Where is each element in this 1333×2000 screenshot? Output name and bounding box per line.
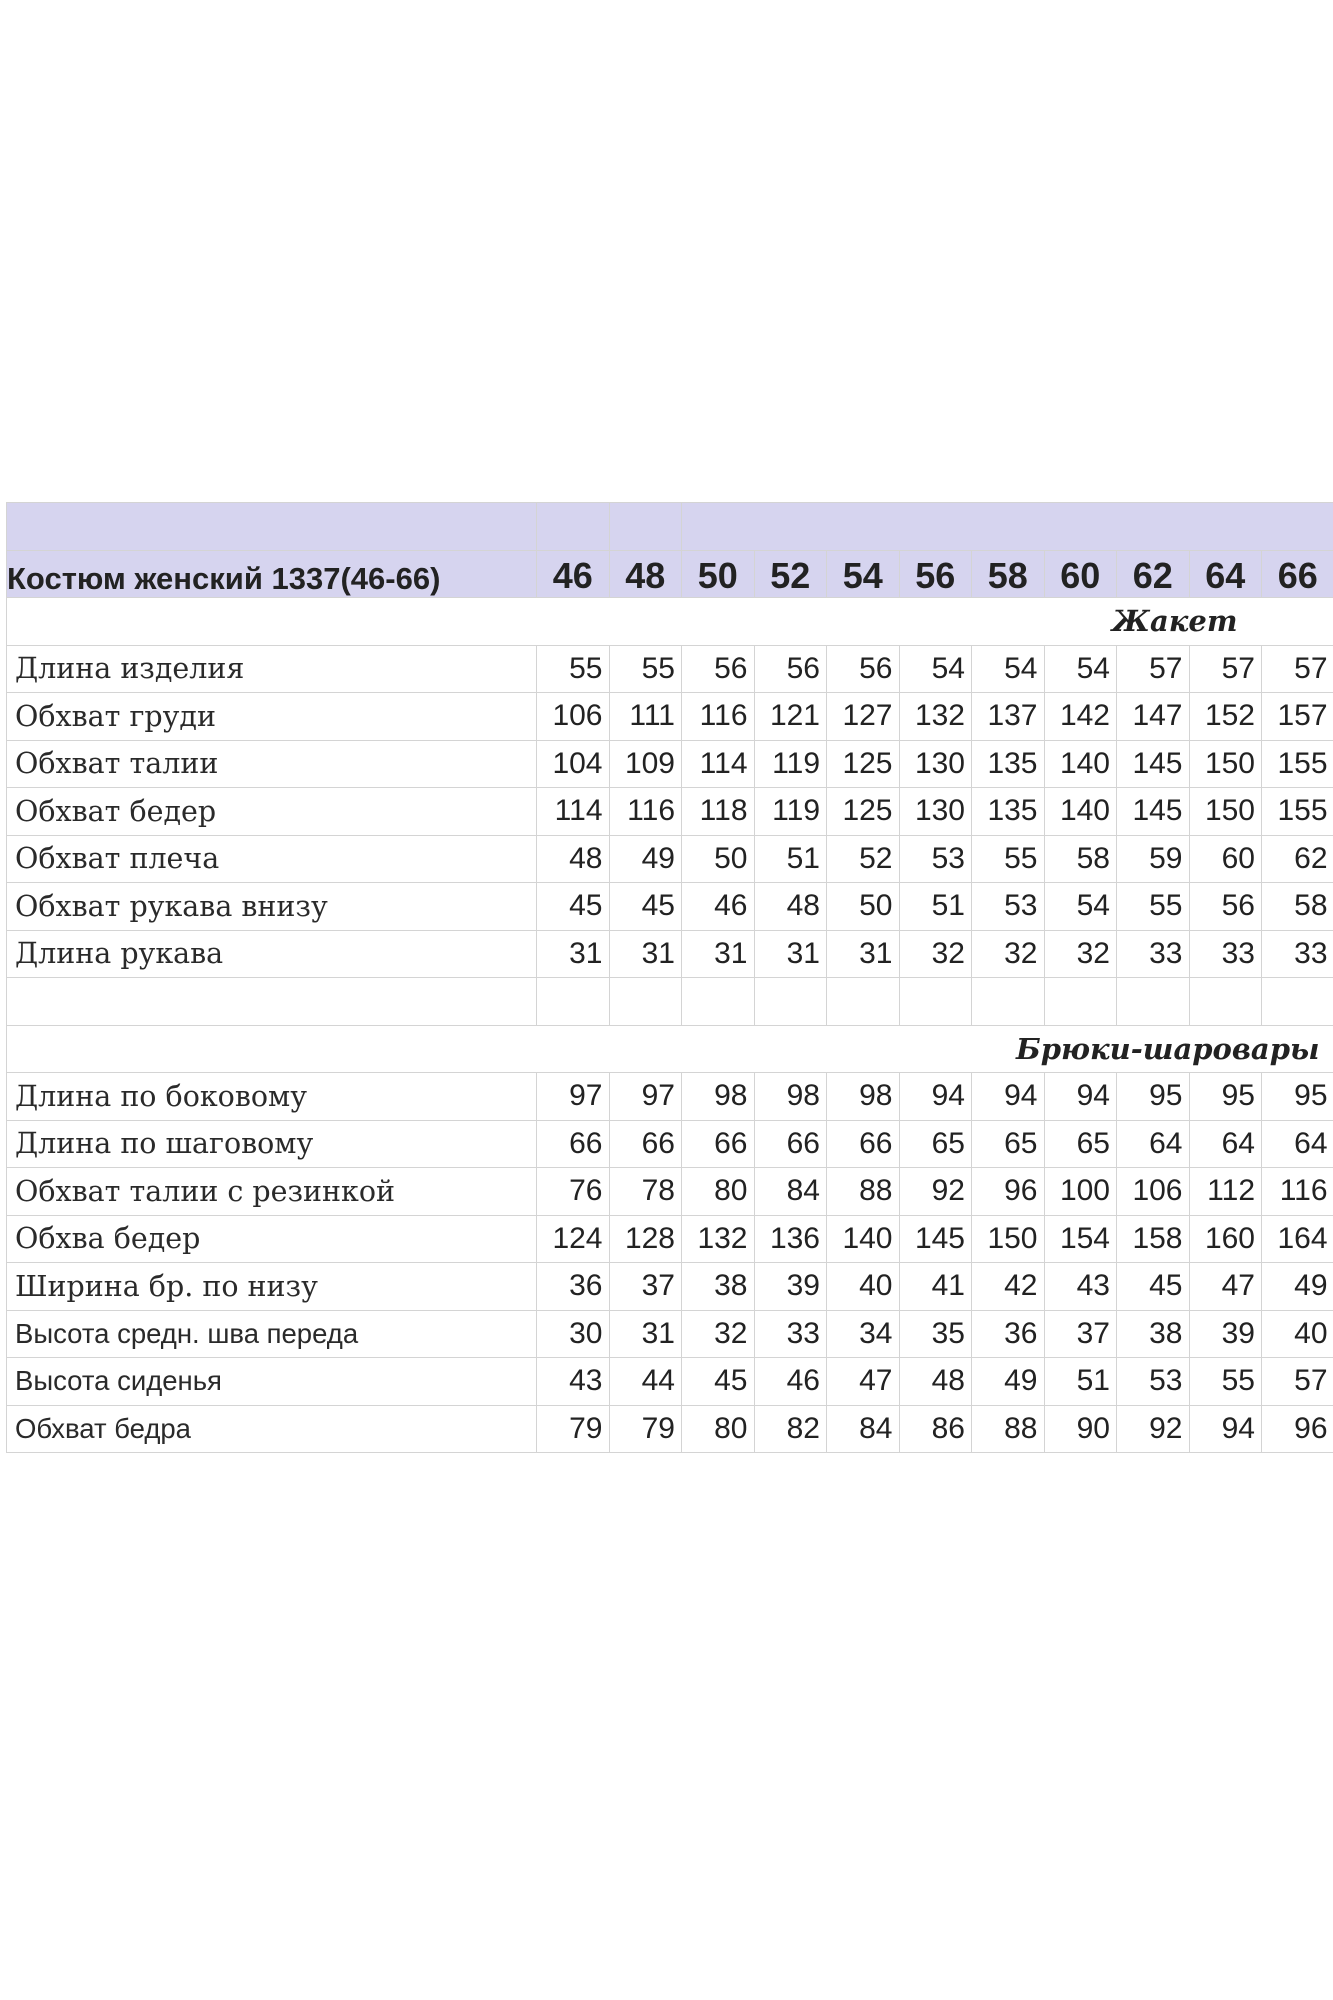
empty-cell — [7, 978, 537, 1026]
measurement-cell: 145 — [899, 1215, 972, 1263]
size-header-cell: 52 — [754, 550, 827, 598]
measurement-cell: 47 — [827, 1358, 900, 1406]
measurement-cell: 38 — [1117, 1310, 1190, 1358]
measurement-cell: 116 — [682, 693, 755, 741]
measurement-cell: 40 — [1262, 1310, 1333, 1358]
measurement-cell: 65 — [899, 1120, 972, 1168]
empty-cell — [972, 978, 1045, 1026]
measurement-cell: 97 — [537, 1073, 610, 1121]
measurement-cell: 36 — [537, 1263, 610, 1311]
measurement-cell: 140 — [827, 1215, 900, 1263]
measurement-cell: 92 — [1117, 1405, 1190, 1453]
measurement-cell: 118 — [682, 788, 755, 836]
measurement-cell: 65 — [1044, 1120, 1117, 1168]
measurement-cell: 57 — [1262, 645, 1333, 693]
header-spacer-row — [7, 503, 1333, 551]
measurement-cell: 31 — [754, 930, 827, 978]
measurement-cell: 57 — [1262, 1358, 1333, 1406]
measurement-cell: 135 — [972, 740, 1045, 788]
measurement-cell: 119 — [754, 788, 827, 836]
measurement-cell: 127 — [827, 693, 900, 741]
measurement-cell: 95 — [1262, 1073, 1333, 1121]
empty-cell — [1044, 978, 1117, 1026]
measurement-cell: 109 — [609, 740, 682, 788]
measurement-cell: 48 — [537, 835, 610, 883]
measurement-cell: 31 — [682, 930, 755, 978]
measurement-cell: 66 — [537, 1120, 610, 1168]
measurement-cell: 31 — [827, 930, 900, 978]
section-header-row — [7, 1025, 1333, 1073]
measurement-cell: 45 — [1117, 1263, 1190, 1311]
measurement-cell: 55 — [1117, 883, 1190, 931]
measurement-cell: 53 — [972, 883, 1045, 931]
measurement-cell: 60 — [1189, 835, 1262, 883]
measurement-cell: 98 — [827, 1073, 900, 1121]
measurement-cell: 150 — [1189, 740, 1262, 788]
table-row — [7, 1073, 1333, 1121]
empty-cell — [609, 978, 682, 1026]
empty-cell — [537, 978, 610, 1026]
measurement-cell: 84 — [827, 1405, 900, 1453]
empty-cell — [1262, 978, 1333, 1026]
measurement-cell: 121 — [754, 693, 827, 741]
measurement-cell: 95 — [1189, 1073, 1262, 1121]
measurement-cell: 92 — [899, 1168, 972, 1216]
measurement-cell: 34 — [827, 1310, 900, 1358]
measurement-cell: 98 — [682, 1073, 755, 1121]
measurement-cell: 128 — [609, 1215, 682, 1263]
measurement-cell: 125 — [827, 788, 900, 836]
row-label: Обхват бедер — [7, 788, 537, 836]
measurement-cell: 55 — [537, 645, 610, 693]
measurement-cell: 51 — [1044, 1358, 1117, 1406]
measurement-cell: 155 — [1262, 788, 1333, 836]
size-chart-table — [6, 502, 1333, 1453]
size-header-cell: 66 — [1262, 550, 1333, 598]
measurement-cell: 100 — [1044, 1168, 1117, 1216]
measurement-cell: 95 — [1117, 1073, 1190, 1121]
size-header-cell: 58 — [972, 550, 1045, 598]
table-row — [7, 1263, 1333, 1311]
measurement-cell: 46 — [682, 883, 755, 931]
measurement-cell: 94 — [899, 1073, 972, 1121]
measurement-cell: 137 — [972, 693, 1045, 741]
row-label: Обхват рукава внизу — [7, 883, 537, 931]
measurement-cell: 94 — [1044, 1073, 1117, 1121]
measurement-cell: 56 — [682, 645, 755, 693]
size-header-cell: 54 — [827, 550, 900, 598]
measurement-cell: 37 — [609, 1263, 682, 1311]
measurement-cell: 140 — [1044, 788, 1117, 836]
measurement-cell: 56 — [1189, 883, 1262, 931]
measurement-cell: 54 — [972, 645, 1045, 693]
measurement-cell: 119 — [754, 740, 827, 788]
measurement-cell: 160 — [1189, 1215, 1262, 1263]
spacer-row — [7, 978, 1333, 1026]
measurement-cell: 49 — [609, 835, 682, 883]
table-row — [7, 645, 1333, 693]
measurement-cell: 31 — [609, 930, 682, 978]
measurement-cell: 80 — [682, 1405, 755, 1453]
measurement-cell: 79 — [609, 1405, 682, 1453]
measurement-cell: 66 — [754, 1120, 827, 1168]
measurement-cell: 44 — [609, 1358, 682, 1406]
measurement-cell: 64 — [1262, 1120, 1333, 1168]
measurement-cell: 31 — [537, 930, 610, 978]
measurement-cell: 37 — [1044, 1310, 1117, 1358]
measurement-cell: 157 — [1262, 693, 1333, 741]
measurement-cell: 31 — [609, 1310, 682, 1358]
measurement-cell: 57 — [1189, 645, 1262, 693]
measurement-cell: 136 — [754, 1215, 827, 1263]
empty-cell — [827, 978, 900, 1026]
measurement-cell: 43 — [1044, 1263, 1117, 1311]
table-row — [7, 1120, 1333, 1168]
table-row — [7, 1358, 1333, 1406]
measurement-cell: 94 — [972, 1073, 1045, 1121]
measurement-cell: 164 — [1262, 1215, 1333, 1263]
measurement-cell: 54 — [899, 645, 972, 693]
measurement-cell: 59 — [1117, 835, 1190, 883]
empty-cell — [1189, 978, 1262, 1026]
measurement-cell: 66 — [609, 1120, 682, 1168]
table-row — [7, 1215, 1333, 1263]
measurement-cell: 130 — [899, 788, 972, 836]
measurement-cell: 90 — [1044, 1405, 1117, 1453]
measurement-cell: 45 — [682, 1358, 755, 1406]
measurement-cell: 33 — [1189, 930, 1262, 978]
section-title: Жакет — [7, 598, 1333, 646]
measurement-cell: 33 — [1262, 930, 1333, 978]
measurement-cell: 51 — [754, 835, 827, 883]
measurement-cell: 41 — [899, 1263, 972, 1311]
empty-cell — [682, 978, 755, 1026]
row-label: Длина изделия — [7, 645, 537, 693]
measurement-cell: 86 — [899, 1405, 972, 1453]
table-row — [7, 1405, 1333, 1453]
row-label: Ширина бр. по низу — [7, 1263, 537, 1311]
size-header-cell: 60 — [1044, 550, 1117, 598]
measurement-cell: 50 — [682, 835, 755, 883]
measurement-cell: 30 — [537, 1310, 610, 1358]
measurement-cell: 84 — [754, 1168, 827, 1216]
measurement-cell: 98 — [754, 1073, 827, 1121]
measurement-cell: 40 — [827, 1263, 900, 1311]
measurement-cell: 33 — [754, 1310, 827, 1358]
measurement-cell: 64 — [1117, 1120, 1190, 1168]
measurement-cell: 56 — [754, 645, 827, 693]
empty-cell — [682, 503, 1333, 551]
measurement-cell: 58 — [1262, 883, 1333, 931]
measurement-cell: 106 — [1117, 1168, 1190, 1216]
measurement-cell: 55 — [609, 645, 682, 693]
table-row — [7, 930, 1333, 978]
measurement-cell: 76 — [537, 1168, 610, 1216]
table-title: Костюм женский 1337(46-66) — [7, 550, 537, 598]
measurement-cell: 57 — [1117, 645, 1190, 693]
measurement-cell: 111 — [609, 693, 682, 741]
measurement-cell: 94 — [1189, 1405, 1262, 1453]
measurement-cell: 132 — [899, 693, 972, 741]
size-header-cell: 56 — [899, 550, 972, 598]
measurement-cell: 52 — [827, 835, 900, 883]
section-header-row — [7, 598, 1333, 646]
size-header-cell: 46 — [537, 550, 610, 598]
measurement-cell: 125 — [827, 740, 900, 788]
measurement-cell: 147 — [1117, 693, 1190, 741]
measurement-cell: 54 — [1044, 645, 1117, 693]
measurement-cell: 114 — [682, 740, 755, 788]
measurement-cell: 46 — [754, 1358, 827, 1406]
row-label: Обхват бедра — [7, 1405, 537, 1453]
size-header-cell: 62 — [1117, 550, 1190, 598]
table-row — [7, 1310, 1333, 1358]
measurement-cell: 50 — [827, 883, 900, 931]
measurement-cell: 88 — [827, 1168, 900, 1216]
measurement-cell: 32 — [972, 930, 1045, 978]
header-row — [7, 550, 1333, 598]
measurement-cell: 55 — [972, 835, 1045, 883]
table-row — [7, 788, 1333, 836]
measurement-cell: 79 — [537, 1405, 610, 1453]
measurement-cell: 51 — [899, 883, 972, 931]
row-label: Обхват талии с резинкой — [7, 1168, 537, 1216]
measurement-cell: 132 — [682, 1215, 755, 1263]
empty-cell — [1117, 978, 1190, 1026]
empty-cell — [7, 503, 537, 551]
measurement-cell: 80 — [682, 1168, 755, 1216]
section-title: Брюки-шаровары — [7, 1025, 1333, 1073]
measurement-cell: 116 — [609, 788, 682, 836]
size-header-cell: 64 — [1189, 550, 1262, 598]
measurement-cell: 96 — [972, 1168, 1045, 1216]
measurement-cell: 32 — [899, 930, 972, 978]
measurement-cell: 106 — [537, 693, 610, 741]
table-row — [7, 1168, 1333, 1216]
measurement-cell: 66 — [682, 1120, 755, 1168]
row-label: Обхват плеча — [7, 835, 537, 883]
measurement-cell: 124 — [537, 1215, 610, 1263]
measurement-cell: 49 — [972, 1358, 1045, 1406]
size-header-cell: 50 — [682, 550, 755, 598]
measurement-cell: 64 — [1189, 1120, 1262, 1168]
measurement-cell: 158 — [1117, 1215, 1190, 1263]
empty-cell — [609, 503, 682, 551]
measurement-cell: 65 — [972, 1120, 1045, 1168]
table-row — [7, 693, 1333, 741]
measurement-cell: 48 — [754, 883, 827, 931]
measurement-cell: 104 — [537, 740, 610, 788]
measurement-cell: 45 — [609, 883, 682, 931]
measurement-cell: 150 — [972, 1215, 1045, 1263]
measurement-cell: 152 — [1189, 693, 1262, 741]
measurement-cell: 58 — [1044, 835, 1117, 883]
table-row — [7, 835, 1333, 883]
measurement-cell: 53 — [1117, 1358, 1190, 1406]
measurement-cell: 56 — [827, 645, 900, 693]
measurement-cell: 47 — [1189, 1263, 1262, 1311]
row-label: Высота средн. шва переда — [7, 1310, 537, 1358]
table-row — [7, 740, 1333, 788]
empty-cell — [537, 503, 610, 551]
measurement-cell: 39 — [1189, 1310, 1262, 1358]
measurement-cell: 32 — [1044, 930, 1117, 978]
measurement-cell: 53 — [899, 835, 972, 883]
row-label: Обхват груди — [7, 693, 537, 741]
measurement-cell: 140 — [1044, 740, 1117, 788]
measurement-cell: 49 — [1262, 1263, 1333, 1311]
measurement-cell: 54 — [1044, 883, 1117, 931]
row-label: Длина по шаговому — [7, 1120, 537, 1168]
measurement-cell: 32 — [682, 1310, 755, 1358]
empty-cell — [899, 978, 972, 1026]
row-label: Обхва бедер — [7, 1215, 537, 1263]
measurement-cell: 112 — [1189, 1168, 1262, 1216]
measurement-cell: 142 — [1044, 693, 1117, 741]
measurement-cell: 135 — [972, 788, 1045, 836]
measurement-cell: 155 — [1262, 740, 1333, 788]
table-row — [7, 883, 1333, 931]
measurement-cell: 36 — [972, 1310, 1045, 1358]
measurement-cell: 45 — [537, 883, 610, 931]
measurement-cell: 33 — [1117, 930, 1190, 978]
measurement-cell: 38 — [682, 1263, 755, 1311]
measurement-cell: 35 — [899, 1310, 972, 1358]
measurement-cell: 150 — [1189, 788, 1262, 836]
measurement-cell: 82 — [754, 1405, 827, 1453]
measurement-cell: 78 — [609, 1168, 682, 1216]
measurement-cell: 48 — [899, 1358, 972, 1406]
row-label: Обхват талии — [7, 740, 537, 788]
measurement-cell: 154 — [1044, 1215, 1117, 1263]
size-chart-body — [7, 503, 1333, 1453]
empty-cell — [754, 978, 827, 1026]
measurement-cell: 66 — [827, 1120, 900, 1168]
measurement-cell: 145 — [1117, 788, 1190, 836]
measurement-cell: 88 — [972, 1405, 1045, 1453]
measurement-cell: 62 — [1262, 835, 1333, 883]
measurement-cell: 130 — [899, 740, 972, 788]
measurement-cell: 39 — [754, 1263, 827, 1311]
measurement-cell: 145 — [1117, 740, 1190, 788]
size-header-cell: 48 — [609, 550, 682, 598]
row-label: Длина рукава — [7, 930, 537, 978]
row-label: Длина по боковому — [7, 1073, 537, 1121]
measurement-cell: 97 — [609, 1073, 682, 1121]
measurement-cell: 96 — [1262, 1405, 1333, 1453]
measurement-cell: 116 — [1262, 1168, 1333, 1216]
measurement-cell: 43 — [537, 1358, 610, 1406]
measurement-cell: 42 — [972, 1263, 1045, 1311]
row-label: Высота сиденья — [7, 1358, 537, 1406]
measurement-cell: 114 — [537, 788, 610, 836]
measurement-cell: 55 — [1189, 1358, 1262, 1406]
